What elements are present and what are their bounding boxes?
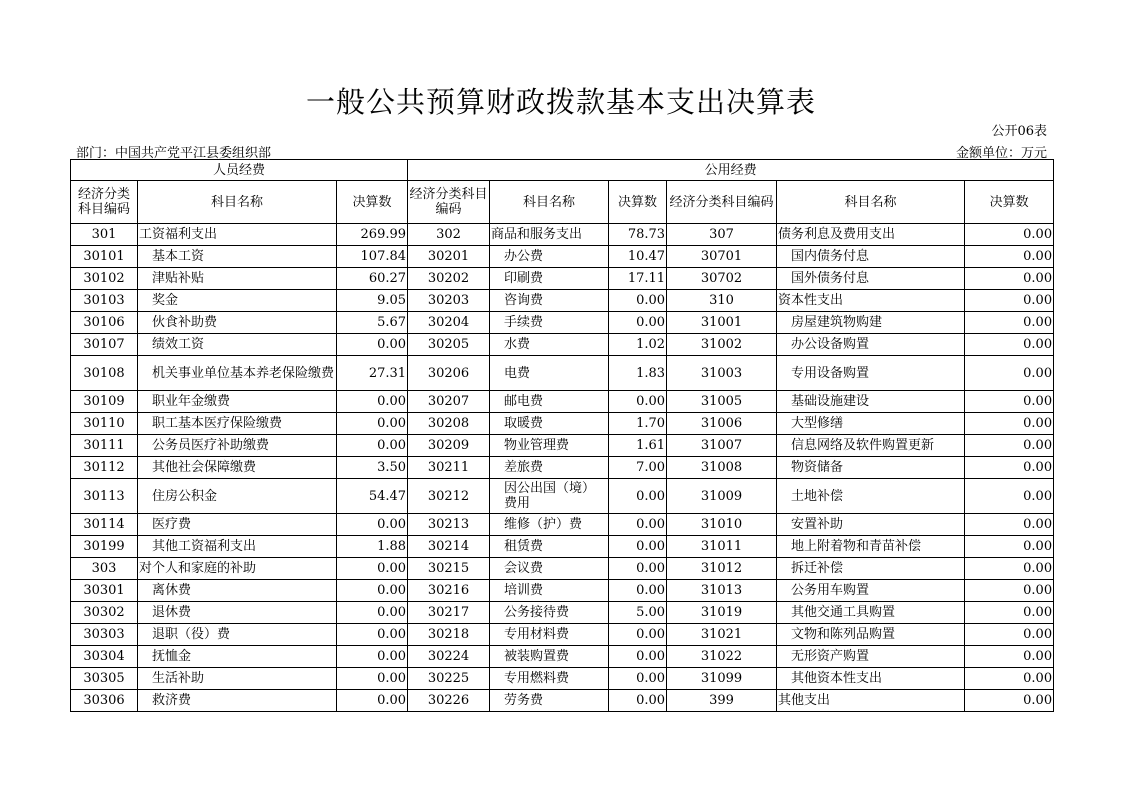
cell-code: 310 (667, 290, 777, 312)
cell-amount: 0.00 (609, 558, 667, 580)
cell-name: 公务用车购置 (777, 580, 965, 602)
cell-name: 因公出国（境）费用 (490, 479, 609, 514)
group-header-personnel: 人员经费 (71, 160, 408, 181)
cell-name: 津贴补贴 (138, 268, 337, 290)
table-row (71, 668, 1054, 690)
cell-name: 邮电费 (490, 391, 609, 413)
cell-name: 伙食补助费 (138, 312, 337, 334)
cell-amount: 0.00 (965, 624, 1054, 646)
cell-amount: 269.99 (337, 224, 408, 246)
cell-code: 31005 (667, 391, 777, 413)
expenditure-table (70, 159, 1054, 712)
cell-code: 31022 (667, 646, 777, 668)
cell-code: 30215 (408, 558, 490, 580)
cell-code: 31099 (667, 668, 777, 690)
cell-amount: 0.00 (965, 312, 1054, 334)
cell-name: 退职（役）费 (138, 624, 337, 646)
cell-amount: 17.11 (609, 268, 667, 290)
cell-name: 房屋建筑物购建 (777, 312, 965, 334)
cell-code: 31006 (667, 413, 777, 435)
table-row (71, 246, 1054, 268)
cell-name: 医疗费 (138, 514, 337, 536)
cell-name: 拆迁补偿 (777, 558, 965, 580)
cell-code: 30204 (408, 312, 490, 334)
cell-name: 基础设施建设 (777, 391, 965, 413)
cell-name: 办公设备购置 (777, 334, 965, 356)
cell-amount: 0.00 (337, 690, 408, 712)
cell-code: 30206 (408, 356, 490, 391)
cell-code: 31009 (667, 479, 777, 514)
cell-name: 奖金 (138, 290, 337, 312)
cell-code: 30213 (408, 514, 490, 536)
cell-name: 职工基本医疗保险缴费 (138, 413, 337, 435)
cell-amount: 0.00 (965, 356, 1054, 391)
cell-amount: 0.00 (609, 690, 667, 712)
cell-name: 办公费 (490, 246, 609, 268)
cell-name: 退休费 (138, 602, 337, 624)
cell-code: 30107 (71, 334, 138, 356)
cell-amount: 0.00 (609, 290, 667, 312)
cell-code: 30702 (667, 268, 777, 290)
cell-amount: 0.00 (965, 558, 1054, 580)
cell-amount: 0.00 (965, 413, 1054, 435)
cell-amount: 0.00 (965, 479, 1054, 514)
table-row (71, 312, 1054, 334)
cell-code: 30226 (408, 690, 490, 712)
cell-amount: 0.00 (609, 312, 667, 334)
table-row (71, 558, 1054, 580)
cell-code: 30110 (71, 413, 138, 435)
col-header-code: 经济分类科目编码 (71, 181, 138, 224)
col-header-name: 科目名称 (490, 181, 609, 224)
cell-name: 咨询费 (490, 290, 609, 312)
cell-amount: 0.00 (337, 435, 408, 457)
cell-name: 无形资产购置 (777, 646, 965, 668)
cell-amount: 0.00 (609, 580, 667, 602)
cell-name: 被装购置费 (490, 646, 609, 668)
cell-name: 基本工资 (138, 246, 337, 268)
cell-name: 物资储备 (777, 457, 965, 479)
cell-code: 31012 (667, 558, 777, 580)
cell-name: 救济费 (138, 690, 337, 712)
cell-name: 水费 (490, 334, 609, 356)
cell-code: 30305 (71, 668, 138, 690)
cell-code: 31003 (667, 356, 777, 391)
cell-code: 307 (667, 224, 777, 246)
cell-amount: 0.00 (965, 580, 1054, 602)
cell-amount: 0.00 (965, 602, 1054, 624)
table-row (71, 435, 1054, 457)
cell-code: 30207 (408, 391, 490, 413)
table-row (71, 334, 1054, 356)
cell-amount: 0.00 (609, 479, 667, 514)
cell-amount: 78.73 (609, 224, 667, 246)
cell-amount: 0.00 (965, 334, 1054, 356)
cell-amount: 54.47 (337, 479, 408, 514)
table-row (71, 356, 1054, 391)
cell-code: 31021 (667, 624, 777, 646)
cell-amount: 10.47 (609, 246, 667, 268)
table-row (71, 457, 1054, 479)
cell-amount: 1.88 (337, 536, 408, 558)
cell-amount: 0.00 (337, 558, 408, 580)
cell-code: 30111 (71, 435, 138, 457)
cell-name: 取暖费 (490, 413, 609, 435)
cell-amount: 0.00 (965, 646, 1054, 668)
cell-amount: 1.83 (609, 356, 667, 391)
cell-code: 30304 (71, 646, 138, 668)
cell-code: 30113 (71, 479, 138, 514)
cell-name: 其他支出 (777, 690, 965, 712)
cell-name: 信息网络及软件购置更新 (777, 435, 965, 457)
cell-name: 其他交通工具购置 (777, 602, 965, 624)
cell-amount: 0.00 (965, 435, 1054, 457)
cell-amount: 27.31 (337, 356, 408, 391)
col-header-amount: 决算数 (609, 181, 667, 224)
amount-unit-label: 金额单位：万元 (955, 146, 1047, 161)
cell-code: 30302 (71, 602, 138, 624)
cell-name: 其他资本性支出 (777, 668, 965, 690)
cell-code: 30106 (71, 312, 138, 334)
table-row (71, 580, 1054, 602)
table-row (71, 690, 1054, 712)
cell-code: 31011 (667, 536, 777, 558)
cell-amount: 0.00 (337, 580, 408, 602)
cell-code: 30108 (71, 356, 138, 391)
cell-code: 30217 (408, 602, 490, 624)
cell-code: 31008 (667, 457, 777, 479)
department-label: 部门：中国共产党平江县委组织部 (76, 146, 272, 161)
cell-code: 30212 (408, 479, 490, 514)
cell-code: 30102 (71, 268, 138, 290)
cell-name: 差旅费 (490, 457, 609, 479)
table-row (71, 413, 1054, 435)
table-row (71, 479, 1054, 514)
cell-code: 301 (71, 224, 138, 246)
cell-name: 商品和服务支出 (490, 224, 609, 246)
cell-name: 住房公积金 (138, 479, 337, 514)
cell-amount: 5.00 (609, 602, 667, 624)
cell-amount: 0.00 (337, 646, 408, 668)
cell-code: 30209 (408, 435, 490, 457)
cell-amount: 0.00 (965, 246, 1054, 268)
cell-amount: 0.00 (609, 391, 667, 413)
cell-amount: 0.00 (609, 536, 667, 558)
cell-name: 专用设备购置 (777, 356, 965, 391)
cell-name: 国内债务付息 (777, 246, 965, 268)
cell-name: 文物和陈列品购置 (777, 624, 965, 646)
cell-name: 离休费 (138, 580, 337, 602)
cell-name: 培训费 (490, 580, 609, 602)
cell-name: 专用燃料费 (490, 668, 609, 690)
cell-code: 30205 (408, 334, 490, 356)
cell-name: 电费 (490, 356, 609, 391)
col-header-amount: 决算数 (337, 181, 408, 224)
cell-code: 302 (408, 224, 490, 246)
cell-amount: 0.00 (965, 457, 1054, 479)
table-row (71, 391, 1054, 413)
cell-amount: 3.50 (337, 457, 408, 479)
cell-code: 30218 (408, 624, 490, 646)
cell-amount: 0.00 (609, 624, 667, 646)
cell-name: 其他社会保障缴费 (138, 457, 337, 479)
cell-name: 公务接待费 (490, 602, 609, 624)
cell-name: 其他工资福利支出 (138, 536, 337, 558)
cell-code: 30202 (408, 268, 490, 290)
table-row (71, 536, 1054, 558)
cell-code: 303 (71, 558, 138, 580)
cell-amount: 0.00 (609, 514, 667, 536)
cell-name: 专用材料费 (490, 624, 609, 646)
form-number: 公开06表 (991, 124, 1047, 139)
cell-name: 绩效工资 (138, 334, 337, 356)
page-title: 一般公共预算财政拨款基本支出决算表 (305, 85, 816, 119)
col-header-name: 科目名称 (138, 181, 337, 224)
table-body (71, 224, 1054, 712)
table-row (71, 602, 1054, 624)
cell-code: 30306 (71, 690, 138, 712)
cell-code: 30112 (71, 457, 138, 479)
cell-name: 资本性支出 (777, 290, 965, 312)
cell-name: 职业年金缴费 (138, 391, 337, 413)
cell-name: 公务员医疗补助缴费 (138, 435, 337, 457)
cell-code: 31007 (667, 435, 777, 457)
cell-name: 印刷费 (490, 268, 609, 290)
col-header-amount: 决算数 (965, 181, 1054, 224)
cell-code: 30225 (408, 668, 490, 690)
cell-code: 30301 (71, 580, 138, 602)
cell-name: 安置补助 (777, 514, 965, 536)
cell-amount: 9.05 (337, 290, 408, 312)
cell-amount: 60.27 (337, 268, 408, 290)
col-header-code: 经济分类科目编码 (667, 181, 777, 224)
cell-code: 31013 (667, 580, 777, 602)
cell-name: 物业管理费 (490, 435, 609, 457)
table-row (71, 624, 1054, 646)
cell-code: 30214 (408, 536, 490, 558)
cell-name: 劳务费 (490, 690, 609, 712)
cell-name: 地上附着物和青苗补偿 (777, 536, 965, 558)
cell-name: 土地补偿 (777, 479, 965, 514)
cell-amount: 0.00 (337, 391, 408, 413)
cell-amount: 1.02 (609, 334, 667, 356)
cell-code: 30303 (71, 624, 138, 646)
cell-amount: 0.00 (337, 413, 408, 435)
cell-code: 30208 (408, 413, 490, 435)
cell-code: 30203 (408, 290, 490, 312)
col-header-name: 科目名称 (777, 181, 965, 224)
cell-code: 30103 (71, 290, 138, 312)
cell-code: 30701 (667, 246, 777, 268)
cell-code: 31019 (667, 602, 777, 624)
cell-code: 30114 (71, 514, 138, 536)
cell-amount: 1.61 (609, 435, 667, 457)
cell-amount: 5.67 (337, 312, 408, 334)
cell-code: 30101 (71, 246, 138, 268)
table-row (71, 646, 1054, 668)
cell-amount: 0.00 (965, 290, 1054, 312)
cell-amount: 0.00 (337, 514, 408, 536)
cell-name: 工资福利支出 (138, 224, 337, 246)
cell-code: 30199 (71, 536, 138, 558)
cell-code: 30109 (71, 391, 138, 413)
cell-amount: 1.70 (609, 413, 667, 435)
cell-name: 租赁费 (490, 536, 609, 558)
cell-amount: 0.00 (965, 224, 1054, 246)
cell-code: 30201 (408, 246, 490, 268)
cell-amount: 0.00 (965, 690, 1054, 712)
cell-code: 399 (667, 690, 777, 712)
cell-code: 30211 (408, 457, 490, 479)
cell-name: 维修（护）费 (490, 514, 609, 536)
cell-amount: 0.00 (965, 391, 1054, 413)
table-row (71, 514, 1054, 536)
cell-amount: 107.84 (337, 246, 408, 268)
cell-code: 31001 (667, 312, 777, 334)
cell-amount: 7.00 (609, 457, 667, 479)
cell-amount: 0.00 (965, 536, 1054, 558)
cell-name: 国外债务付息 (777, 268, 965, 290)
cell-amount: 0.00 (337, 668, 408, 690)
cell-code: 31002 (667, 334, 777, 356)
cell-amount: 0.00 (609, 668, 667, 690)
cell-code: 31010 (667, 514, 777, 536)
table-row (71, 224, 1054, 246)
group-header-public: 公用经费 (408, 160, 1054, 181)
cell-amount: 0.00 (965, 514, 1054, 536)
cell-amount: 0.00 (337, 334, 408, 356)
cell-amount: 0.00 (609, 646, 667, 668)
table-row (71, 290, 1054, 312)
cell-amount: 0.00 (337, 602, 408, 624)
cell-name: 债务利息及费用支出 (777, 224, 965, 246)
cell-amount: 0.00 (965, 268, 1054, 290)
col-header-code: 经济分类科目编码 (408, 181, 490, 224)
cell-name: 大型修缮 (777, 413, 965, 435)
cell-name: 抚恤金 (138, 646, 337, 668)
cell-name: 手续费 (490, 312, 609, 334)
cell-name: 会议费 (490, 558, 609, 580)
table-row (71, 268, 1054, 290)
cell-amount: 0.00 (965, 668, 1054, 690)
cell-name: 生活补助 (138, 668, 337, 690)
cell-name: 对个人和家庭的补助 (138, 558, 337, 580)
cell-code: 30224 (408, 646, 490, 668)
cell-code: 30216 (408, 580, 490, 602)
cell-name: 机关事业单位基本养老保险缴费 (138, 356, 337, 391)
cell-amount: 0.00 (337, 624, 408, 646)
